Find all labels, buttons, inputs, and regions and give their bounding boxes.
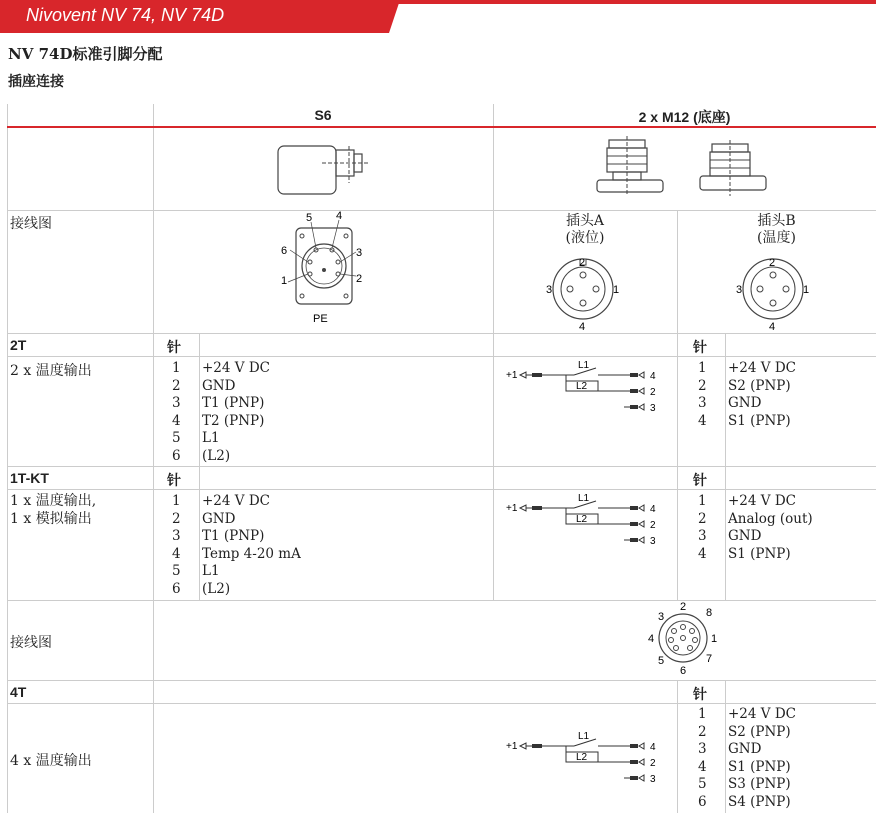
pin-value: +24 V DC <box>202 493 270 509</box>
pin-value: S4 (PNP) <box>728 793 791 810</box>
pin-number: 4 <box>698 545 707 562</box>
pin-value: L1 <box>202 563 220 580</box>
s6-pinout-diagram <box>280 210 370 328</box>
m12-plug-b-drawing <box>696 140 770 196</box>
pin-number: 3 <box>172 395 181 412</box>
pin-value: T1 (PNP) <box>202 395 265 412</box>
document-subtitle: 插座连接 <box>8 74 64 90</box>
pin-value: GND <box>202 510 236 527</box>
circuit-output-label: 2 <box>650 387 656 398</box>
svg-text:1: 1 <box>711 633 718 645</box>
circuit-l2-label: L2 <box>576 381 588 392</box>
pin-value: GND <box>728 395 762 412</box>
s6-pin-numbers <box>172 360 181 466</box>
circuit-output-label: 4 <box>650 742 656 753</box>
pin-value: T1 (PNP) <box>202 528 265 545</box>
pin-number: 3 <box>172 528 181 545</box>
svg-text:1: 1 <box>613 284 620 296</box>
wiring-label: 接线图 <box>10 216 52 232</box>
pin-value: T2 (PNP) <box>202 412 265 429</box>
circuit-output-label: 2 <box>650 520 656 531</box>
column-header-s6: S6 <box>314 107 332 123</box>
pin-number: 1 <box>698 360 707 376</box>
pin-value: L1 <box>202 430 220 447</box>
circuit-input-label: +1 <box>506 741 518 752</box>
product-title: Nivovent NV 74, NV 74D <box>26 5 225 25</box>
svg-text:4: 4 <box>648 633 655 645</box>
s6-pin-values <box>202 493 301 599</box>
pin-number: 6 <box>172 580 181 597</box>
svg-text:2: 2 <box>680 601 687 613</box>
document-title: NV 74D标准引脚分配 <box>8 45 163 63</box>
pin-value: (L2) <box>202 447 231 464</box>
m12-plug-a-drawing <box>595 136 667 196</box>
svg-text:8: 8 <box>706 607 713 619</box>
s6-connector-drawing <box>270 138 380 198</box>
pin-number: 4 <box>172 545 181 562</box>
svg-text:5: 5 <box>658 655 665 667</box>
pin-number: 2 <box>698 723 707 740</box>
svg-text:3: 3 <box>546 284 553 296</box>
plug-b-pin-values <box>728 360 796 430</box>
plug-a-circuit <box>506 489 666 547</box>
pin-value: GND <box>728 528 762 545</box>
circuit-output-label: 3 <box>650 774 656 785</box>
s6-pe-label: PE <box>313 313 328 325</box>
pin-number: 1 <box>172 360 181 376</box>
pin-number: 2 <box>698 510 707 527</box>
pin-value: S2 (PNP) <box>728 723 791 740</box>
s6-pin-numbers <box>172 493 181 599</box>
pin-number: 5 <box>698 776 707 793</box>
circuit-output-label: 2 <box>650 758 656 769</box>
pin-header: 针 <box>693 339 707 355</box>
pin-number: 2 <box>698 377 707 394</box>
plug-b-pin-numbers <box>698 706 707 812</box>
section-desc: 4 x 温度输出 <box>10 753 92 769</box>
plug-b-pin-values <box>728 706 796 812</box>
svg-text:3: 3 <box>736 284 743 296</box>
svg-text:4: 4 <box>579 321 586 332</box>
circuit-output-label: 3 <box>650 536 656 547</box>
circuit-input-label: +1 <box>506 503 518 514</box>
svg-text:2: 2 <box>769 257 776 269</box>
plug-a-caption: 插头A (液位) <box>565 213 605 246</box>
svg-text:2: 2 <box>579 257 586 269</box>
pin-value: (L2) <box>202 580 231 597</box>
svg-text:3: 3 <box>658 611 665 623</box>
svg-text:7: 7 <box>706 653 713 665</box>
circuit-output-label: 3 <box>650 403 656 414</box>
circuit-l1-label: L1 <box>578 360 590 371</box>
s6-pin-label: 3 <box>356 247 363 259</box>
m12-plug-a-pinout <box>544 250 622 332</box>
pin-header: 针 <box>693 686 707 702</box>
pin-number: 5 <box>172 563 181 580</box>
section-desc: 2 x 温度输出 <box>10 363 92 379</box>
plug-b-pin-values <box>728 493 813 563</box>
pin-number: 3 <box>698 395 707 412</box>
pin-header: 针 <box>167 472 181 488</box>
pin-number: 1 <box>698 493 707 509</box>
pin-value: S2 (PNP) <box>728 377 791 394</box>
pin-number: 3 <box>698 741 707 758</box>
m12-plug-b-pinout <box>734 250 812 332</box>
svg-text:6: 6 <box>680 665 687 677</box>
section-code-4t: 4T <box>10 684 27 700</box>
s6-pin-label: 4 <box>336 210 343 222</box>
pin-number: 4 <box>698 412 707 429</box>
svg-text:4: 4 <box>769 321 776 332</box>
pin-number: 1 <box>698 706 707 722</box>
section-code-1t-kt: 1T-KT <box>10 470 49 486</box>
circuit-input-label: +1 <box>506 370 518 381</box>
pin-number: 4 <box>172 412 181 429</box>
circuit-l2-label: L2 <box>576 514 588 525</box>
pin-number: 1 <box>172 493 181 509</box>
pin-value: S1 (PNP) <box>728 758 791 775</box>
pin-number: 5 <box>172 430 181 447</box>
section-desc: 1 x 温度输出, 1 x 模拟输出 <box>10 493 97 527</box>
pin-value: Temp 4-20 mA <box>202 545 301 562</box>
m12-8pin-pinout <box>643 600 719 678</box>
svg-text:1: 1 <box>803 284 810 296</box>
s6-pin-label: 6 <box>281 245 288 257</box>
pin-value: GND <box>728 741 762 758</box>
pin-value: Analog (out) <box>728 510 813 527</box>
pin-number: 6 <box>698 793 707 810</box>
pin-header: 针 <box>693 472 707 488</box>
pin-value: GND <box>202 377 236 394</box>
pin-value: +24 V DC <box>202 360 270 376</box>
circuit-output-label: 4 <box>650 371 656 382</box>
pin-value: S1 (PNP) <box>728 545 791 562</box>
s6-pin-label: 5 <box>306 212 313 224</box>
pin-number: 4 <box>698 758 707 775</box>
plug-b-caption: 插头B (温度) <box>757 213 796 246</box>
circuit-l2-label: L2 <box>576 752 588 763</box>
pin-value: +24 V DC <box>728 360 796 376</box>
pin-number: 6 <box>172 447 181 464</box>
plug-b-pin-numbers <box>698 360 707 430</box>
circuit-l1-label: L1 <box>578 493 590 504</box>
section-code-2t: 2T <box>10 337 27 353</box>
plug-a-circuit <box>506 727 666 785</box>
wiring-label: 接线图 <box>10 635 52 651</box>
circuit-output-label: 4 <box>650 504 656 515</box>
pin-value: S3 (PNP) <box>728 776 791 793</box>
pin-value: +24 V DC <box>728 493 796 509</box>
pin-number: 2 <box>172 377 181 394</box>
s6-pin-values <box>202 360 270 466</box>
plug-b-pin-numbers <box>698 493 707 563</box>
column-header-m12: 2 x M12 (底座) <box>638 109 731 125</box>
pin-value: S1 (PNP) <box>728 412 791 429</box>
pin-number: 3 <box>698 528 707 545</box>
pin-number: 2 <box>172 510 181 527</box>
pin-value: +24 V DC <box>728 706 796 722</box>
plug-a-circuit <box>506 356 666 414</box>
s6-pin-label: 1 <box>281 275 288 287</box>
circuit-l1-label: L1 <box>578 731 590 742</box>
s6-pin-label: 2 <box>356 273 363 285</box>
pin-header: 针 <box>167 339 181 355</box>
